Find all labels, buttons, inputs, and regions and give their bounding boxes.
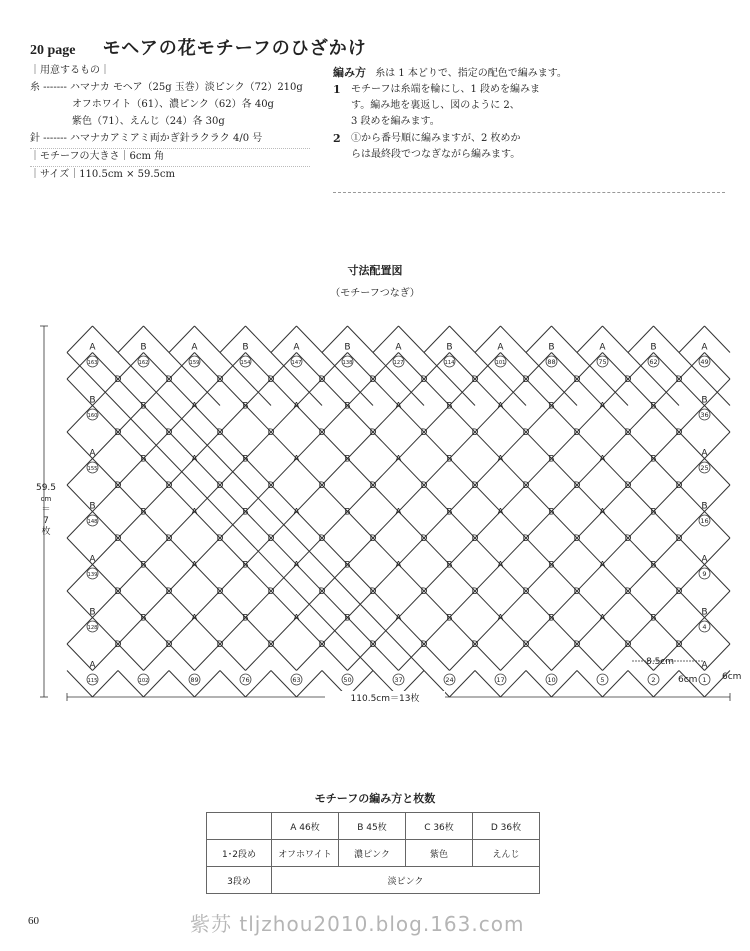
motif-number: 128 — [87, 624, 98, 631]
motif-letter: D — [624, 481, 632, 491]
grid-line — [67, 591, 147, 671]
motif-letter: B — [650, 613, 657, 624]
motif-letter: D — [471, 375, 479, 385]
table-header-c: C 36枚 — [406, 813, 473, 840]
motif-number: 9 — [702, 569, 707, 578]
grid-line — [348, 326, 374, 353]
motif-letter: A — [89, 448, 96, 459]
motif-letter: D — [420, 640, 428, 650]
motif-letter: A — [191, 401, 198, 412]
motif-size: ｜モチーフの大きさ｜6cm 角 — [30, 151, 165, 162]
table-header-a: A 46枚 — [272, 813, 339, 840]
motif-number: 101 — [495, 359, 506, 366]
motif-letter: D — [165, 481, 173, 491]
motif-diagonal-dimension: 8.5cm — [646, 657, 675, 667]
motif-letter: D — [216, 428, 224, 438]
materials-heading: ｜用意するもの｜ — [30, 65, 110, 76]
table-cell: 紫色 — [406, 840, 473, 867]
motif-letter: A — [497, 613, 504, 624]
motif-number: 154 — [240, 359, 251, 366]
motif-letter: D — [675, 640, 683, 650]
motif-letter: A — [497, 401, 504, 412]
motif-letter: B — [701, 607, 708, 618]
motif-letter: D — [369, 587, 377, 597]
motif-number: 159 — [189, 359, 200, 366]
grid-line — [399, 326, 425, 353]
grid-line — [93, 326, 119, 353]
motif-letter: A — [599, 401, 606, 412]
table-cell: 淡ピンク — [272, 867, 540, 894]
grid-line — [603, 326, 629, 353]
motif-letter: A — [395, 401, 402, 412]
motif-letter: B — [242, 613, 249, 624]
motif-letter: D — [675, 534, 683, 544]
motif-letter: A — [599, 342, 606, 353]
motif-letter: B — [140, 613, 147, 624]
motif-letter: B — [242, 342, 249, 353]
motif-letter: D — [624, 587, 632, 597]
motif-letter: A — [599, 613, 606, 624]
finished-size: ｜サイズ｜110.5cm × 59.5cm — [30, 169, 175, 180]
page-reference: 20 page — [30, 43, 76, 58]
motif-letter: B — [446, 342, 453, 353]
grid-line — [654, 353, 731, 433]
motif-letter: D — [522, 534, 530, 544]
page-title: モヘアの花モチーフのひざかけ — [102, 38, 367, 59]
motif-letter: B — [344, 507, 351, 518]
motif-letter: A — [497, 507, 504, 518]
motif-letter: D — [573, 640, 581, 650]
step-number: 1 — [333, 83, 341, 96]
motif-letter: A — [293, 613, 300, 624]
motif-letter: B — [140, 454, 147, 465]
motif-letter: D — [522, 375, 530, 385]
motif-number: 138 — [342, 359, 353, 366]
motif-letter: D — [267, 428, 275, 438]
motif-number: 160 — [87, 412, 98, 419]
motif-number: 36 — [700, 410, 709, 419]
motif-letter: D — [114, 640, 122, 650]
motif-number: 147 — [291, 359, 302, 366]
motif-letter: D — [114, 534, 122, 544]
motif-letter: A — [293, 342, 300, 353]
motif-letter: A — [293, 401, 300, 412]
grid-line — [501, 353, 731, 592]
motif-letter: D — [573, 534, 581, 544]
step-number: 2 — [333, 132, 341, 145]
motif-letter: D — [318, 587, 326, 597]
motif-letter: D — [573, 587, 581, 597]
materials-line: 針 ------- ハマナカアミアミ両かぎ針ラクラク 4/0 号 — [30, 133, 263, 144]
motif-letter: D — [318, 534, 326, 544]
motif-letter: D — [420, 375, 428, 385]
motif-number: 88 — [547, 357, 556, 366]
grid-line — [705, 644, 731, 671]
motif-letter: D — [471, 534, 479, 544]
motif-letter: D — [114, 481, 122, 491]
motif-number: 163 — [87, 359, 98, 366]
motif-letter: D — [165, 587, 173, 597]
motif-letter: A — [599, 454, 606, 465]
motif-number: 24 — [445, 675, 454, 684]
step-line: ①から番号順に編みますが、2 枚めか — [351, 133, 521, 144]
motif-letter: D — [267, 640, 275, 650]
table-row-label: 1･2段め — [207, 840, 272, 867]
motif-letter: B — [242, 507, 249, 518]
method-label: 編み方 — [333, 66, 366, 79]
grid-line — [450, 326, 476, 353]
method-intro: 糸は 1 本どりで、指定の配色で編みます。 — [375, 68, 567, 79]
table-row — [207, 840, 540, 867]
grid-line — [195, 326, 221, 353]
motif-letter: D — [420, 428, 428, 438]
motif-letter: B — [650, 401, 657, 412]
motif-letter: B — [701, 395, 708, 406]
motif-letter: D — [369, 375, 377, 385]
motif-letter: A — [497, 342, 504, 353]
watermark-text: 紫苏 tljzhou2010.blog.163.com — [190, 912, 525, 936]
motif-number: 16 — [700, 516, 709, 525]
grid-line — [501, 326, 527, 353]
grid-line — [654, 326, 680, 353]
motif-number: 139 — [87, 571, 98, 578]
step-line: モチーフは糸端を輪にし、1 段めを編みま — [351, 84, 541, 95]
grid-line — [144, 326, 170, 353]
motif-letter: A — [395, 507, 402, 518]
height-dimension-label: 59.5 cm ＝ 7 枚 — [35, 483, 57, 537]
motif-letter: B — [344, 401, 351, 412]
motif-letter: D — [318, 375, 326, 385]
motif-number: 75 — [598, 357, 607, 366]
motif-number: 89 — [190, 675, 199, 684]
motif-letter: B — [242, 454, 249, 465]
materials-line: 紫色（71）、えんじ（24）各 30g — [72, 116, 225, 127]
motif-letter: B — [548, 401, 555, 412]
motif-letter: D — [624, 640, 632, 650]
motif-letter: D — [624, 534, 632, 544]
motif-letter: A — [395, 560, 402, 571]
table-cell: 濃ピンク — [339, 840, 406, 867]
motif-letter: B — [650, 454, 657, 465]
motif-letter: B — [242, 401, 249, 412]
motif-letter: B — [344, 560, 351, 571]
motif-number: 25 — [700, 463, 709, 472]
grid-line — [67, 379, 351, 671]
motif-letter: D — [318, 640, 326, 650]
motif-number: 5 — [600, 675, 605, 684]
motif-number: 148 — [87, 518, 98, 525]
table-cell: オフホワイト — [272, 840, 339, 867]
motif-letter: D — [522, 640, 530, 650]
motif-letter: B — [650, 560, 657, 571]
motif-number: 17 — [496, 675, 505, 684]
motif-letter: D — [267, 375, 275, 385]
motif-number: 2 — [651, 675, 656, 684]
motif-number: 10 — [547, 675, 556, 684]
motif-number: 76 — [241, 675, 250, 684]
table-row — [207, 867, 540, 894]
motif-letter: D — [420, 587, 428, 597]
motif-letter: D — [471, 587, 479, 597]
motif-letter: B — [344, 613, 351, 624]
motif-letter: D — [216, 534, 224, 544]
motif-letter: D — [624, 375, 632, 385]
motif-letter: D — [318, 428, 326, 438]
motif-letter: D — [675, 375, 683, 385]
motif-letter: B — [140, 560, 147, 571]
grid-line — [603, 538, 731, 671]
motif-letter: D — [573, 375, 581, 385]
grid-line — [67, 353, 373, 671]
motif-side-dimension: 6cm — [722, 672, 742, 682]
motif-letter: D — [114, 587, 122, 597]
motif-letter: B — [446, 613, 453, 624]
motif-side-dimension: 6cm — [678, 675, 698, 685]
motif-letter: D — [522, 481, 530, 491]
diagram-title: 寸法配置図 — [347, 264, 403, 277]
table-row-label: 3段め — [207, 867, 272, 894]
motif-number: 62 — [649, 357, 658, 366]
motif-number: 49 — [700, 357, 709, 366]
width-dimension-label: 110.5cm＝13枚 — [325, 691, 445, 704]
motif-number: 155 — [87, 465, 98, 472]
motif-letter: D — [471, 481, 479, 491]
motif-number: 127 — [393, 359, 404, 366]
motif-letter: D — [216, 481, 224, 491]
motif-letter: B — [548, 507, 555, 518]
motif-letter: B — [548, 454, 555, 465]
motif-number: 63 — [292, 675, 301, 684]
motif-letter: D — [573, 481, 581, 491]
motif-letter: B — [446, 560, 453, 571]
motif-number: 1 — [702, 675, 707, 684]
motif-letter: B — [140, 507, 147, 518]
motif-letter: D — [114, 375, 122, 385]
motif-letter: A — [395, 342, 402, 353]
motif-letter: B — [89, 607, 96, 618]
motif-letter: A — [191, 560, 198, 571]
motif-letter: A — [191, 454, 198, 465]
grid-line — [246, 326, 272, 353]
step-line: 3 段めを編みます。 — [351, 116, 440, 127]
motif-number: 162 — [138, 359, 149, 366]
motif-letter: D — [675, 587, 683, 597]
grid-line — [67, 432, 297, 671]
motif-number: 50 — [343, 675, 352, 684]
motif-letter: A — [293, 560, 300, 571]
grid-line — [297, 326, 323, 353]
motif-letter: B — [344, 454, 351, 465]
motif-letter: B — [89, 501, 96, 512]
motif-letter: A — [701, 660, 708, 671]
motif-letter: D — [165, 640, 173, 650]
motif-letter: B — [446, 454, 453, 465]
motif-letter: B — [446, 401, 453, 412]
motif-letter: A — [293, 507, 300, 518]
grid-line — [705, 326, 731, 353]
motif-letter: D — [522, 587, 530, 597]
motif-letter: A — [191, 342, 198, 353]
motif-letter: D — [318, 481, 326, 491]
motif-letter: D — [522, 428, 530, 438]
page-number: 60 — [28, 915, 39, 927]
step-line: らは最終段でつなぎながら編みます。 — [351, 149, 521, 160]
motif-color-table — [206, 812, 540, 894]
motif-letter: A — [497, 454, 504, 465]
motif-number: 102 — [138, 677, 149, 684]
diagram-subtitle: （モチーフつなぎ） — [330, 288, 420, 299]
motif-letter: A — [497, 560, 504, 571]
motif-letter: A — [395, 454, 402, 465]
table-header-row — [207, 813, 540, 840]
motif-letter: D — [114, 428, 122, 438]
motif-number: 4 — [702, 622, 707, 631]
motif-letter: A — [599, 560, 606, 571]
motif-letter: A — [191, 613, 198, 624]
motif-letter: B — [242, 560, 249, 571]
motif-letter: B — [650, 507, 657, 518]
motif-letter: A — [89, 660, 96, 671]
motif-letter: D — [267, 534, 275, 544]
grid-line — [450, 353, 731, 645]
motif-letter: A — [599, 507, 606, 518]
grid-line — [118, 353, 424, 671]
motif-letter: A — [701, 554, 708, 565]
motif-letter: B — [701, 501, 708, 512]
step-line: す。編み地を裏返し、図のように 2、 — [351, 100, 520, 111]
motif-letter: D — [420, 534, 428, 544]
motif-letter: D — [420, 481, 428, 491]
motif-letter: B — [548, 560, 555, 571]
motif-letter: B — [548, 342, 555, 353]
motif-number: 114 — [444, 359, 455, 366]
motif-letter: B — [650, 342, 657, 353]
motif-letter: D — [165, 375, 173, 385]
materials-line: 糸 ------- ハマナカ モヘア（25g 玉巻）淡ピンク（72）210g — [30, 82, 303, 93]
motif-letter: D — [573, 428, 581, 438]
motif-letter: D — [369, 640, 377, 650]
grid-line — [450, 379, 731, 671]
grid-line — [603, 353, 731, 486]
grid-line — [501, 432, 731, 671]
motif-letter: B — [140, 401, 147, 412]
motif-letter: D — [624, 428, 632, 438]
motif-number: 115 — [87, 677, 98, 684]
motif-letter: D — [369, 534, 377, 544]
motif-letter: A — [293, 454, 300, 465]
table-cell — [207, 813, 272, 840]
table-cell: えんじ — [473, 840, 540, 867]
motif-letter: D — [471, 428, 479, 438]
motif-letter: B — [344, 342, 351, 353]
motif-letter: D — [675, 481, 683, 491]
motif-letter: A — [701, 448, 708, 459]
motif-letter: D — [165, 428, 173, 438]
materials-line: オフホワイト（61）、濃ピンク（62）各 40g — [72, 99, 274, 110]
motif-letter: A — [701, 342, 708, 353]
motif-letter: D — [369, 481, 377, 491]
motif-letter: A — [89, 554, 96, 565]
motif-letter: D — [369, 428, 377, 438]
motif-letter: D — [165, 534, 173, 544]
motif-letter: D — [216, 375, 224, 385]
grid-line — [552, 326, 578, 353]
motif-letter: B — [140, 342, 147, 353]
motif-letter: D — [471, 640, 479, 650]
motif-letter: D — [675, 428, 683, 438]
grid-line — [67, 538, 195, 671]
motif-number: 37 — [394, 675, 403, 684]
motif-letter: A — [395, 613, 402, 624]
table-title: モチーフの編み方と枚数 — [314, 792, 436, 805]
motif-letter: D — [216, 587, 224, 597]
motif-letter: B — [446, 507, 453, 518]
table-header-b: B 45枚 — [339, 813, 406, 840]
motif-letter: D — [267, 587, 275, 597]
motif-letter: A — [191, 507, 198, 518]
table-header-d: D 36枚 — [473, 813, 540, 840]
motif-letter: B — [548, 613, 555, 624]
motif-letter: B — [89, 395, 96, 406]
motif-letter: A — [89, 342, 96, 353]
motif-letter: D — [267, 481, 275, 491]
motif-letter: D — [216, 640, 224, 650]
